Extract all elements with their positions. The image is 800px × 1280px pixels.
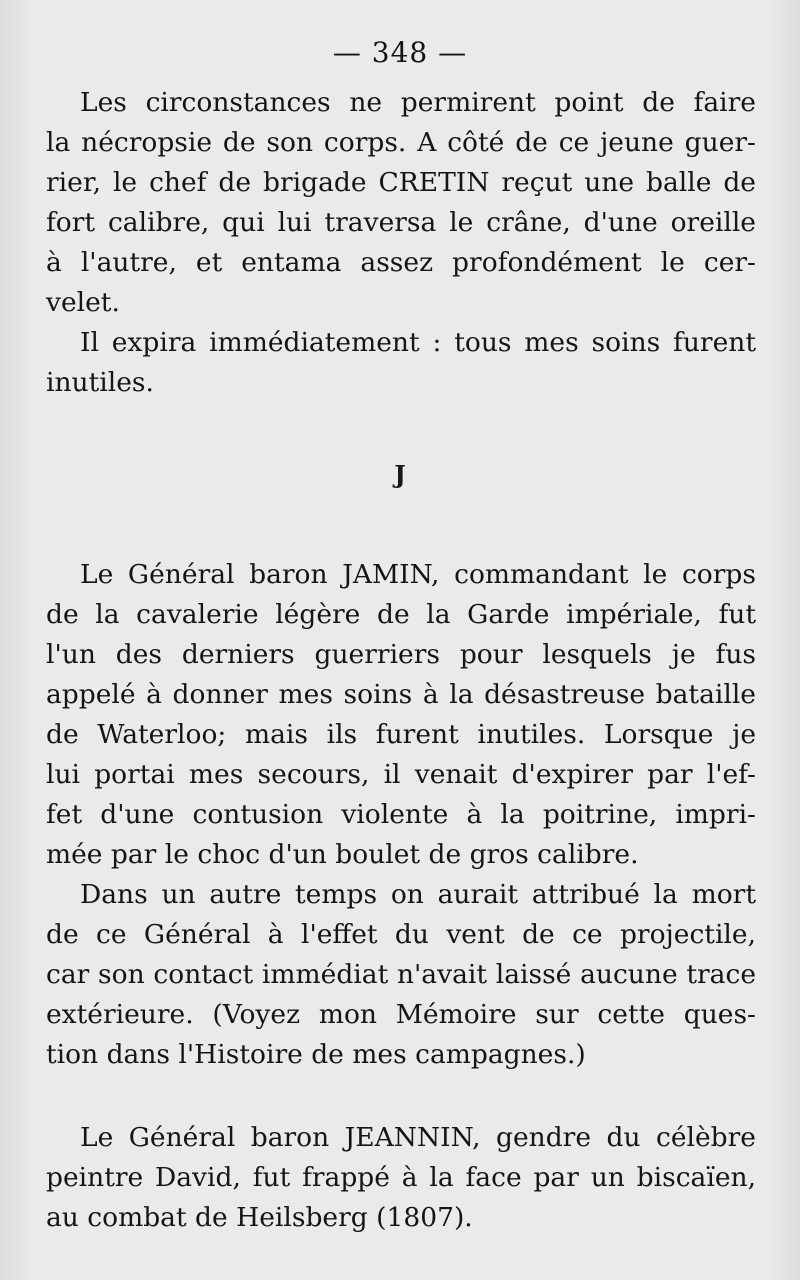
text-line: Il expira immédiatement : tous mes soins furent	[80, 327, 756, 358]
text-line: Les circonstances ne permirent point de faire	[80, 87, 756, 118]
text-line: Le Général baron JAMIN, commandant le corps	[80, 559, 756, 590]
paragraph-vent-projectile	[46, 875, 756, 1075]
text-line: Le Général baron JEANNIN, gendre du célèbre	[80, 1122, 756, 1153]
text-line: tion dans l'Histoire de mes campagnes.)	[46, 1039, 586, 1070]
text-line: à l'autre, et entama assez profondément le cer-	[46, 247, 756, 278]
text-line: fort calibre, qui lui traversa le crâne, d'une oreille	[46, 207, 756, 238]
text-line: rier, le chef de brigade CRETIN reçut une balle de	[46, 167, 756, 198]
text-line: Dans un autre temps on aurait attribué la mort	[80, 879, 756, 910]
text-line: car son contact immédiat n'avait laissé aucune trace	[46, 959, 756, 990]
text-line: mée par le choc d'un boulet de gros calibre.	[46, 839, 639, 870]
text-line: au combat de Heilsberg (1807).	[46, 1202, 473, 1233]
text-line: extérieure. (Voyez mon Mémoire sur cette ques-	[46, 999, 756, 1030]
text-line: l'un des derniers guerriers pour lesquels je fus	[46, 639, 756, 670]
text-line: peintre David, fut frappé à la face par un biscaïen,	[46, 1162, 756, 1193]
text-line: inutiles.	[46, 367, 154, 398]
section-heading-letter: J	[394, 460, 406, 489]
text-line: de la cavalerie légère de la Garde impériale, fut	[46, 599, 756, 630]
text-line: la nécropsie de son corps. A côté de ce jeune guer-	[46, 127, 756, 158]
text-line: fet d'une contusion violente à la poitrine, impri-	[46, 799, 756, 830]
text-line: de ce Général à l'effet du vent de ce projectile,	[46, 919, 756, 950]
paragraph-jamin	[46, 555, 756, 875]
text-line: de Waterloo; mais ils furent inutiles. Lorsque je	[46, 719, 756, 750]
page-number: — 348 —	[332, 36, 468, 69]
paragraph-jeannin	[46, 1118, 756, 1238]
text-line: velet.	[46, 287, 120, 318]
text-line: lui portai mes secours, il venait d'expirer par l'ef-	[46, 759, 756, 790]
paragraph-expira	[46, 323, 756, 403]
text-line: appelé à donner mes soins à la désastreuse bataille	[46, 679, 756, 710]
paragraph-cretin	[46, 83, 756, 323]
